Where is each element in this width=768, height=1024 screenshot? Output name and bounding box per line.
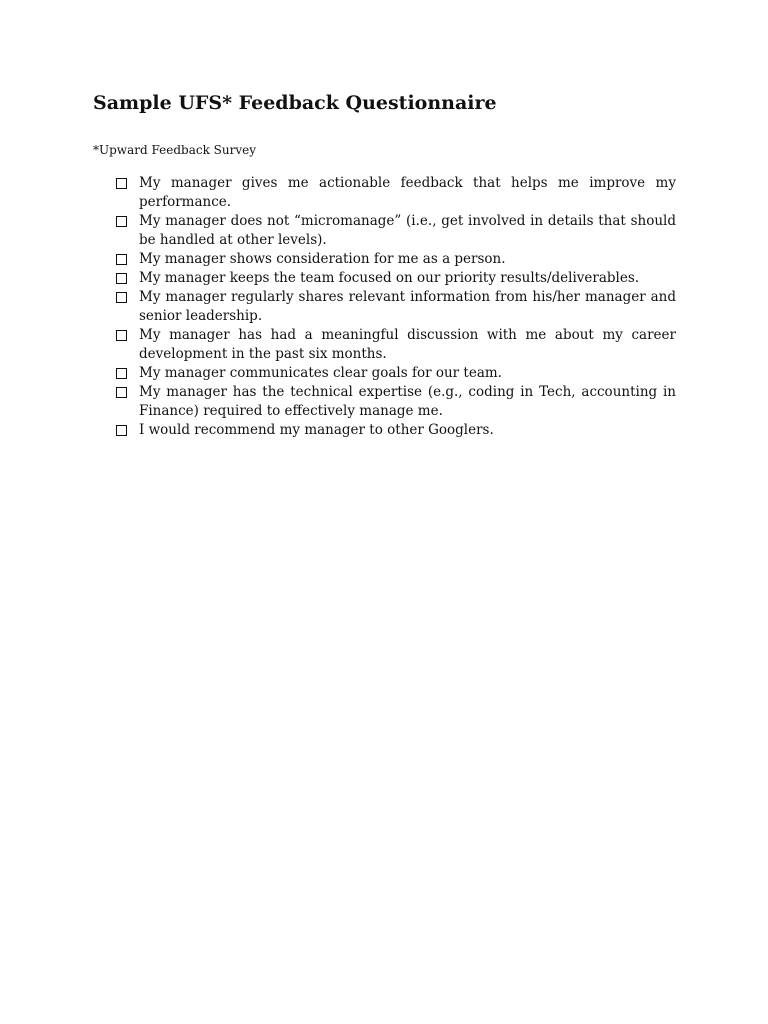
checklist-item-text: My manager gives me actionable feedback that helps me improve my performance. xyxy=(139,175,676,210)
checklist-item-text: My manager regularly shares relevant information from his/her manager and senior leadership. xyxy=(139,289,676,324)
checkbox-icon[interactable] xyxy=(116,368,127,379)
checklist-item xyxy=(116,326,676,364)
checkbox-icon[interactable] xyxy=(116,254,127,265)
checklist-item xyxy=(116,421,676,440)
checklist-item xyxy=(116,383,676,421)
checklist-item-text: My manager shows consideration for me as a person. xyxy=(139,251,506,267)
checkbox-icon[interactable] xyxy=(116,216,127,227)
checkbox-icon[interactable] xyxy=(116,330,127,341)
question-checklist xyxy=(116,174,676,440)
checkbox-icon[interactable] xyxy=(116,387,127,398)
checkbox-icon[interactable] xyxy=(116,178,127,189)
checklist-item-text: My manager communicates clear goals for our team. xyxy=(139,365,502,381)
checklist-item-text: My manager has had a meaningful discussion with me about my career development in the past six months. xyxy=(139,327,676,362)
checklist-item-text: My manager has the technical expertise (e.g., coding in Tech, accounting in Finance) required to effectively manage me. xyxy=(139,384,676,419)
checklist-item xyxy=(116,269,676,288)
survey-footnote: *Upward Feedback Survey xyxy=(93,143,256,157)
checklist-item xyxy=(116,364,676,383)
checkbox-icon[interactable] xyxy=(116,273,127,284)
checkbox-icon[interactable] xyxy=(116,425,127,436)
checklist-item xyxy=(116,212,676,250)
checklist-item-text: My manager does not “micromanage” (i.e., get involved in details that should be handled at other levels). xyxy=(139,213,676,248)
page-title: Sample UFS* Feedback Questionnaire xyxy=(93,92,497,114)
checklist-item xyxy=(116,174,676,212)
checklist-item-text: My manager keeps the team focused on our priority results/deliverables. xyxy=(139,270,640,286)
checklist-item xyxy=(116,250,676,269)
checkbox-icon[interactable] xyxy=(116,292,127,303)
checklist-item-text: I would recommend my manager to other Googlers. xyxy=(139,422,494,438)
checklist-item xyxy=(116,288,676,326)
